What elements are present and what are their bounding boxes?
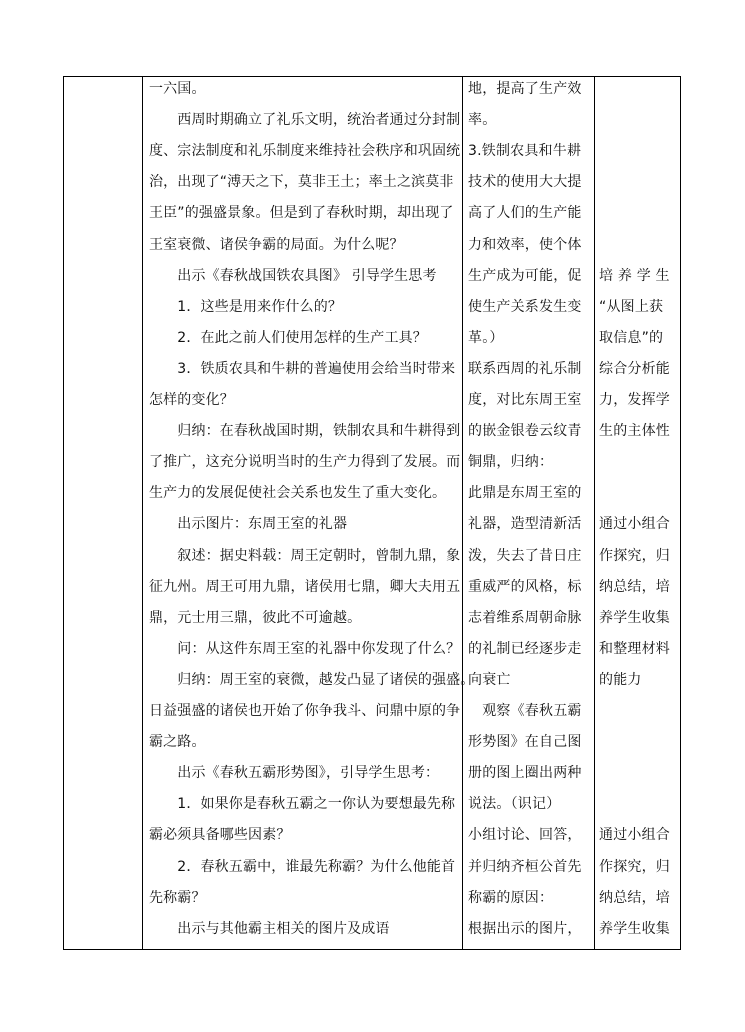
teacher-activity-line: 叙述：据史料载：周王定朝时，曾制九鼎，象 bbox=[149, 547, 461, 564]
student-activity-line: 度，对比东周王室 bbox=[468, 392, 582, 408]
table-right-border bbox=[680, 76, 681, 950]
design-intent-line: 养学生收集 bbox=[599, 609, 670, 626]
teacher-activity-line: 2．春秋五霸中，谁最先称霸？为什么他能首 bbox=[149, 858, 456, 875]
column-stage bbox=[63, 76, 142, 950]
design-intent-line: 生的主体性 bbox=[599, 423, 670, 440]
student-activity-line: 向衰亡 bbox=[468, 671, 511, 688]
design-intent-line: 通过小组合 bbox=[599, 827, 670, 844]
student-activity-line: 革。） bbox=[468, 329, 504, 346]
student-activity-line: 使生产关系发生变 bbox=[468, 298, 582, 315]
student-activity-line: 的嵌金银卷云纹青 bbox=[468, 423, 582, 440]
teacher-activity-line: 归纳：周王室的衰微，越发凸显了诸侯的强盛。 bbox=[149, 671, 475, 688]
student-activity-line: 并归纳齐桓公首先 bbox=[468, 858, 582, 875]
column-student-activity bbox=[468, 76, 592, 950]
teacher-activity-line: 了推广，这充分说明当时的生产力得到了发展。而 bbox=[149, 454, 461, 471]
design-intent-line: “从图上获 bbox=[599, 298, 664, 315]
design-intent-line: 纳总结，培 bbox=[599, 578, 670, 595]
teacher-activity-line: 霸之路。 bbox=[149, 734, 206, 751]
lesson-plan-table bbox=[63, 76, 681, 950]
student-activity-line: 3.铁制农具和牛耕 bbox=[468, 143, 582, 160]
column-divider-1 bbox=[142, 76, 143, 950]
column-divider-2 bbox=[462, 76, 463, 950]
column-divider-3 bbox=[594, 76, 595, 950]
student-activity-line: 说法。（识记） bbox=[468, 796, 561, 813]
teacher-activity-line: 征九州。周王可用九鼎，诸侯用七鼎，卿大夫用五 bbox=[149, 578, 461, 595]
student-activity-line: 此鼎是东周王室的 bbox=[468, 485, 582, 502]
design-intent-line: 和整理材料 bbox=[599, 640, 670, 657]
student-activity-line: 的礼制已经逐步走 bbox=[468, 640, 582, 657]
student-activity-line: 称霸的原因： bbox=[468, 889, 554, 906]
design-intent-line: 的能力 bbox=[599, 671, 642, 688]
teacher-activity-line: 生产力的发展促使社会关系也发生了重大变化。 bbox=[149, 485, 447, 502]
student-activity-line: 重威严的风格，标 bbox=[468, 578, 582, 595]
teacher-activity-line: 治，出现了“溥天之下，莫非王土；率土之滨莫非 bbox=[149, 174, 454, 191]
design-intent-line: 取信息”的 bbox=[599, 329, 664, 346]
teacher-activity-line: 王室衰微、诸侯争霸的局面。为什么呢？ bbox=[149, 236, 404, 253]
teacher-activity-line: 1．如果你是春秋五霸之一你认为要想最先称 bbox=[149, 796, 456, 813]
design-intent-line: 作探究，归 bbox=[599, 858, 670, 875]
teacher-activity-line: 西周时期确立了礼乐文明，统治者通过分封制 bbox=[149, 112, 461, 129]
student-activity-line: 册的图上圈出两种 bbox=[468, 765, 582, 782]
teacher-activity-line: 出示与其他霸主相关的图片及成语 bbox=[149, 920, 390, 937]
student-activity-line: 铜鼎，归纳： bbox=[468, 454, 554, 471]
teacher-activity-line: 2．在此之前人们使用怎样的生产工具？ bbox=[149, 329, 427, 346]
student-activity-line: 礼器，造型清新活 bbox=[468, 516, 582, 533]
design-intent-line: 通过小组合 bbox=[599, 516, 670, 533]
teacher-activity-line: 日益强盛的诸侯也开始了你争我斗、问鼎中原的争 bbox=[149, 703, 461, 719]
teacher-activity-line: 鼎，元士用三鼎，彼此不可逾越。 bbox=[149, 609, 362, 626]
design-intent-line: 综合分析能 bbox=[599, 360, 670, 377]
design-intent-line: 养学生收集 bbox=[599, 920, 670, 937]
student-activity-line: 泼，失去了昔日庄 bbox=[468, 547, 582, 564]
teacher-activity-line: 一六国。 bbox=[149, 81, 206, 97]
teacher-activity-line: 出示图片：东周王室的礼器 bbox=[149, 516, 348, 533]
teacher-activity-line: 王臣”的强盛景象。但是到了春秋时期，却出现了 bbox=[149, 205, 454, 222]
teacher-activity-line: 怎样的变化？ bbox=[149, 392, 234, 408]
column-design-intent bbox=[599, 76, 679, 950]
teacher-activity-line: 3．铁质农具和牛耕的普遍使用会给当时带来 bbox=[149, 360, 456, 377]
design-intent-line: 纳总结，培 bbox=[599, 889, 670, 906]
column-teacher-activity bbox=[149, 76, 475, 950]
teacher-activity-line: 问：从这件东周王室的礼器中你发现了什么？ bbox=[149, 640, 461, 657]
student-activity-line: 联系西周的礼乐制 bbox=[468, 360, 582, 377]
teacher-activity-line: 先称霸？ bbox=[149, 889, 206, 906]
teacher-activity-line: 出示《春秋战国铁农具图》 引导学生思考 bbox=[149, 267, 437, 284]
student-activity-line: 形势图》在自己图 bbox=[468, 734, 582, 751]
design-intent-line: 作探究，归 bbox=[599, 547, 670, 564]
student-activity-line: 力和效率，使个体 bbox=[468, 236, 582, 253]
student-activity-line: 小组讨论、回答， bbox=[468, 827, 582, 844]
teacher-activity-line: 出示《春秋五霸形势图》，引导学生思考： bbox=[149, 765, 440, 782]
student-activity-line: 地，提高了生产效 bbox=[468, 81, 582, 97]
design-intent-line: 力，发挥学 bbox=[599, 392, 670, 408]
student-activity-line: 高了人们的生产能 bbox=[468, 205, 582, 222]
teacher-activity-line: 霸必须具备哪些因素？ bbox=[149, 827, 291, 844]
teacher-activity-line: 1．这些是用来作什么的？ bbox=[149, 298, 343, 315]
teacher-activity-line: 归纳：在春秋战国时期，铁制农具和牛耕得到 bbox=[149, 423, 461, 440]
student-activity-line: 根据出示的图片， bbox=[468, 920, 582, 937]
teacher-activity-line: 度、宗法制度和礼乐制度来维持社会秩序和巩固统 bbox=[149, 143, 461, 160]
student-activity-line: 观察《春秋五霸 bbox=[468, 703, 582, 719]
student-activity-line: 技术的使用大大提 bbox=[468, 174, 582, 191]
student-activity-line: 生产成为可能，促 bbox=[468, 267, 582, 284]
student-activity-line: 志着维系周朝命脉 bbox=[468, 609, 582, 626]
design-intent-line: 培 养 学 生 bbox=[599, 267, 670, 284]
student-activity-line: 率。 bbox=[468, 112, 497, 129]
